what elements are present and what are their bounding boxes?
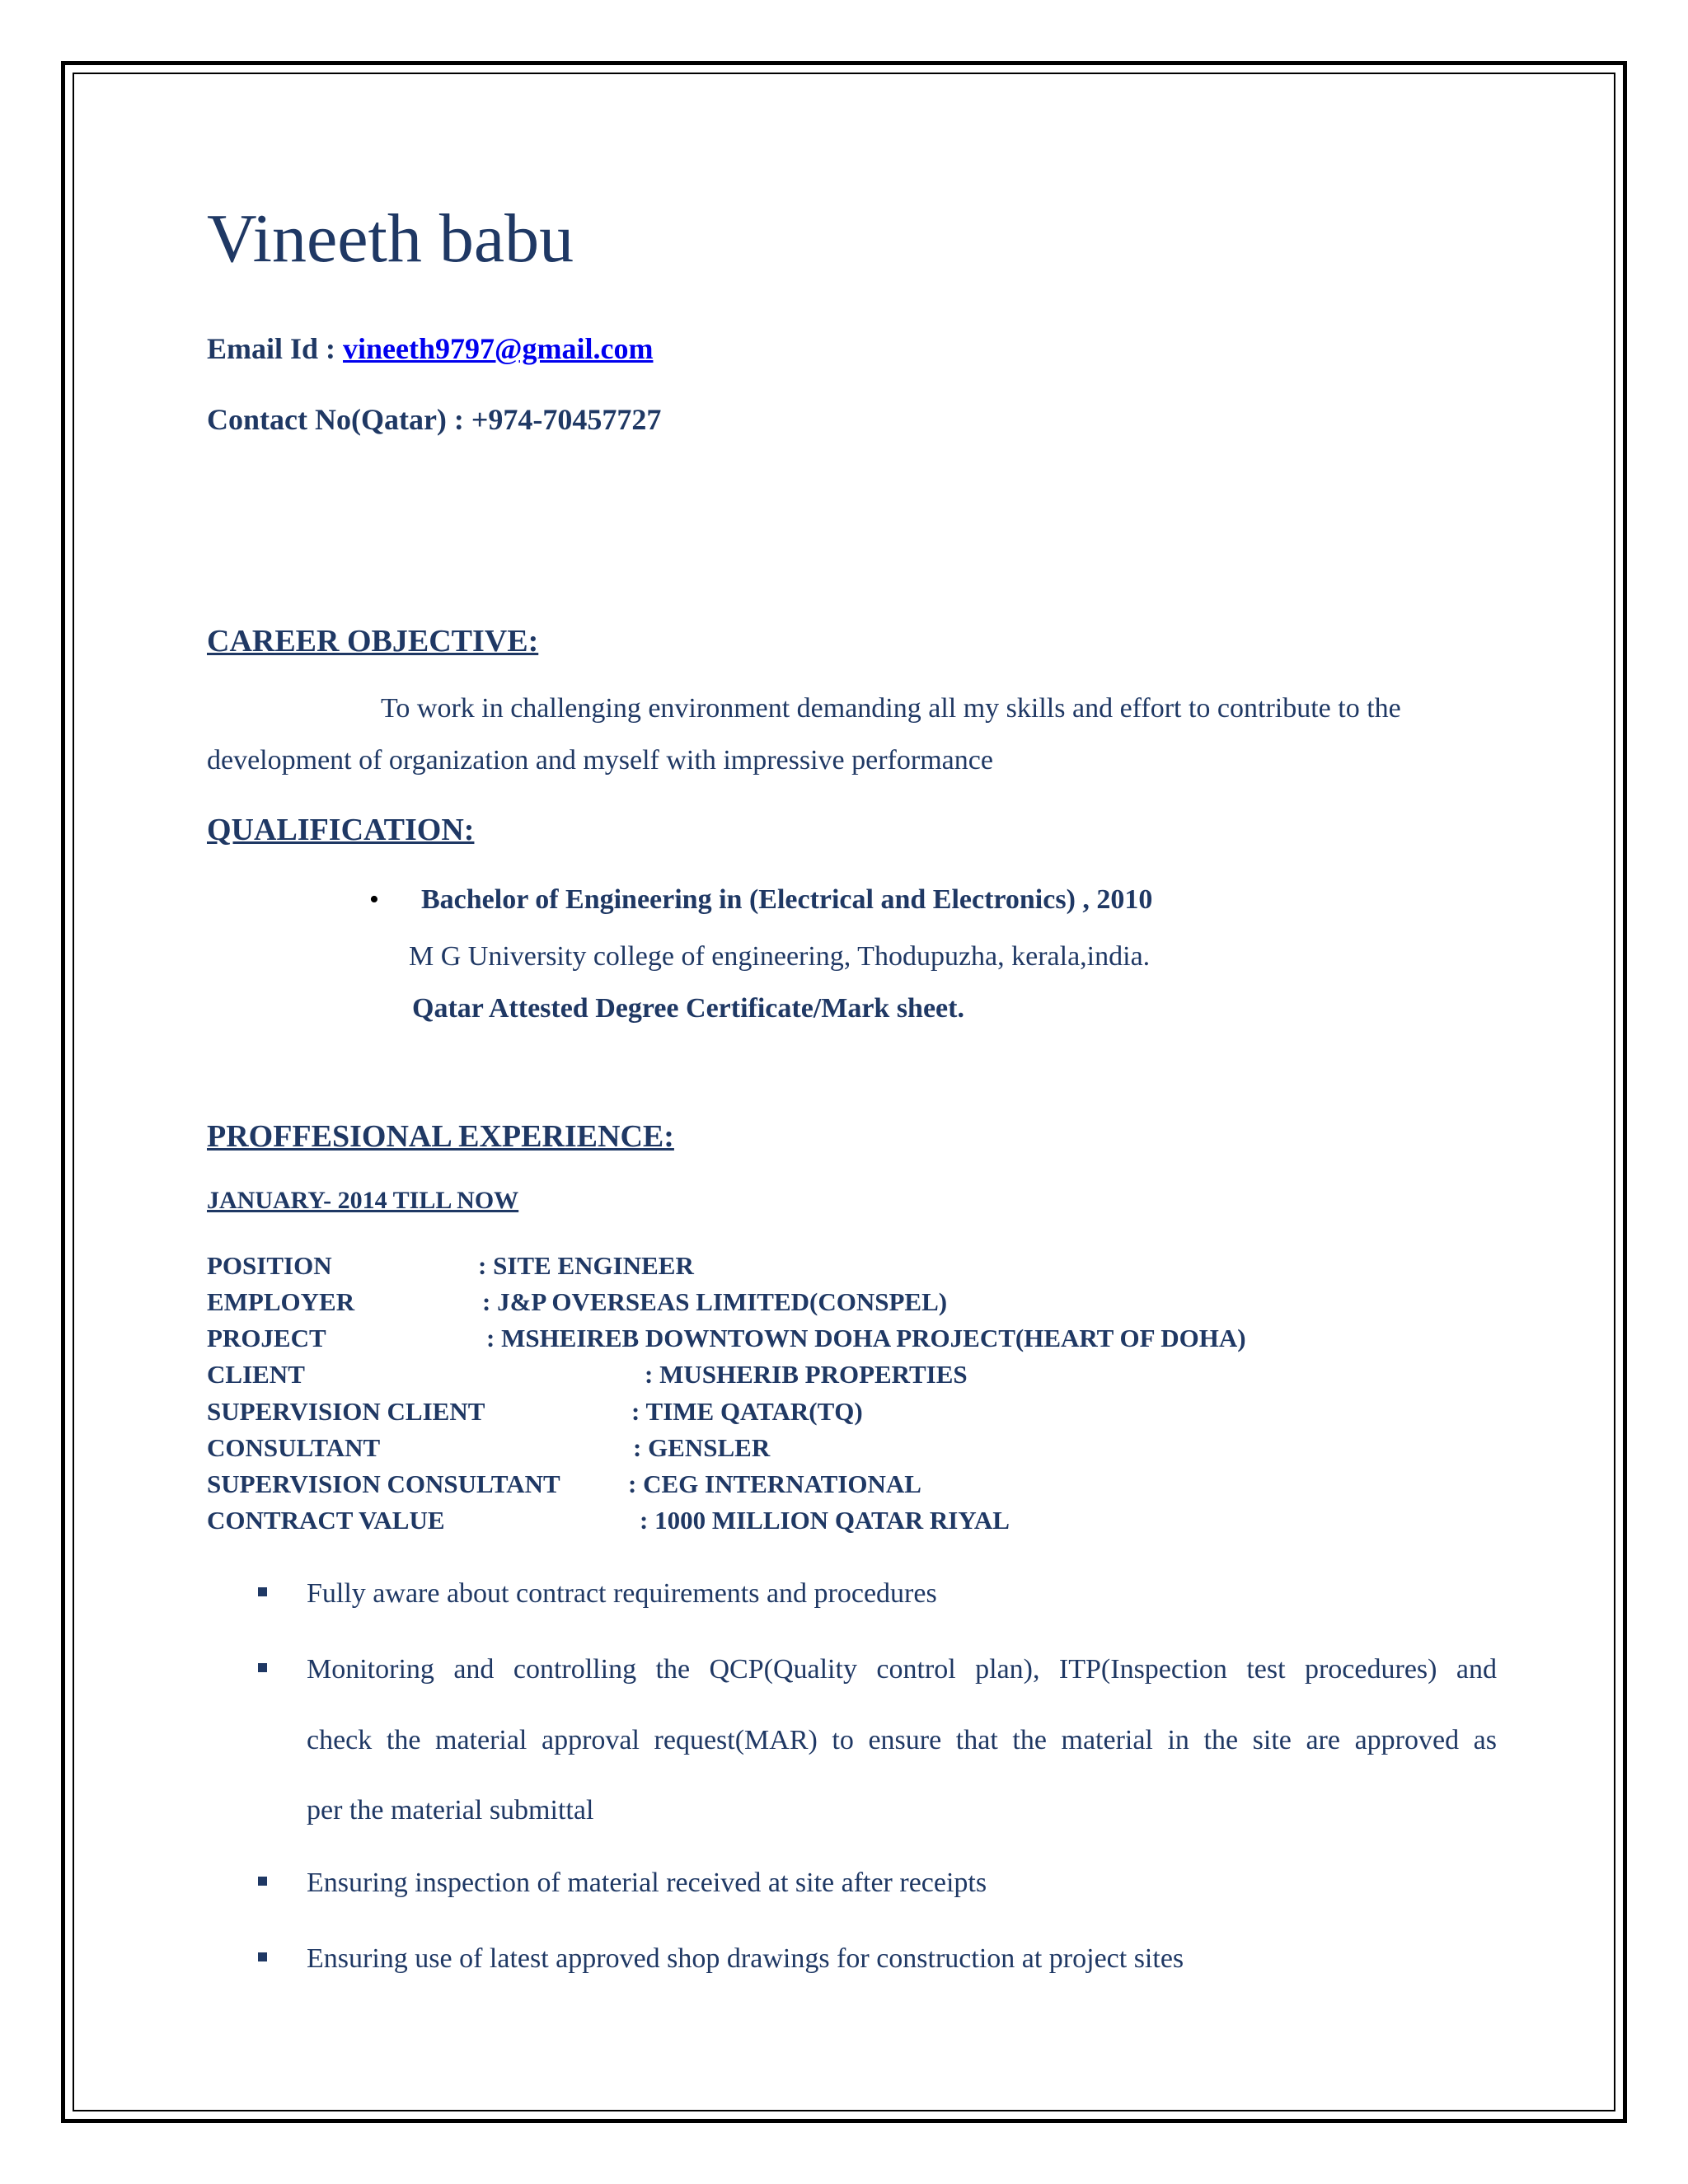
detail-label-employer: EMPLOYER <box>207 1287 355 1316</box>
qualification-heading: QUALIFICATION: <box>207 813 475 847</box>
duty-bullet-icon <box>258 1877 267 1886</box>
career-objective-line-2: development of organization and myself with impressive performance <box>207 745 993 776</box>
detail-value-client: : MUSHERIB PROPERTIES <box>645 1360 968 1389</box>
page-border-inner <box>73 73 1615 2111</box>
detail-value-contract-value: : 1000 MILLION QATAR RIYAL <box>640 1506 1010 1535</box>
duty-bullet-icon <box>258 1663 267 1672</box>
duty-bullet-icon <box>258 1587 267 1596</box>
detail-label-client: CLIENT <box>207 1360 305 1389</box>
qualification-attestation: Qatar Attested Degree Certificate/Mark sheet. <box>412 993 964 1024</box>
detail-value-project: : MSHEIREB DOWNTOWN DOHA PROJECT(HEART OF DOHA) <box>486 1324 1246 1352</box>
detail-label-supervision-consultant: SUPERVISION CONSULTANT <box>207 1469 560 1498</box>
detail-label-contract-value: CONTRACT VALUE <box>207 1506 445 1535</box>
email-row <box>207 334 653 363</box>
detail-label-consultant: CONSULTANT <box>207 1433 381 1462</box>
duty-item-1: Fully aware about contract requirements and procedures <box>307 1578 937 1609</box>
duty-item-4: Ensuring use of latest approved shop drawings for construction at project sites <box>307 1943 1184 1974</box>
detail-value-position: : SITE ENGINEER <box>478 1251 694 1280</box>
contact-label: Contact No(Qatar) : <box>207 403 471 436</box>
career-objective-heading: CAREER OBJECTIVE: <box>207 624 539 658</box>
duty-item-2-line-3: per the material submittal <box>307 1795 594 1825</box>
detail-label-supervision-client: SUPERVISION CLIENT <box>207 1397 485 1426</box>
contact-value: +974-70457727 <box>471 403 662 436</box>
duty-item-2-line-2: check the material approval request(MAR) to ensure that the material in the site are approved as <box>307 1725 1497 1755</box>
contact-row <box>207 405 661 434</box>
duty-bullet-icon <box>258 1952 267 1961</box>
experience-period: JANUARY- 2014 TILL NOW <box>207 1187 519 1214</box>
qualification-college: M G University college of engineering, Thodupuzha, kerala,india. <box>409 941 1151 972</box>
experience-heading: PROFFESIONAL EXPERIENCE: <box>207 1119 674 1154</box>
duty-item-2-line-1: Monitoring and controlling the QCP(Quality control plan), ITP(Inspection test procedures) and <box>307 1654 1497 1685</box>
detail-value-employer: : J&P OVERSEAS LIMITED(CONSPEL) <box>482 1287 948 1316</box>
detail-value-supervision-client: : TIME QATAR(TQ) <box>631 1397 863 1426</box>
detail-label-position: POSITION <box>207 1251 332 1280</box>
detail-value-consultant: : GENSLER <box>633 1433 771 1462</box>
detail-value-supervision-consultant: : CEG INTERNATIONAL <box>628 1469 921 1498</box>
email-link[interactable]: vineeth9797@gmail.com <box>343 332 654 365</box>
candidate-name: Vineeth babu <box>207 200 574 277</box>
detail-label-project: PROJECT <box>207 1324 326 1352</box>
career-objective-line-1: To work in challenging environment demanding all my skills and effort to contribute to the <box>381 693 1401 724</box>
email-label: Email Id : <box>207 332 344 365</box>
qualification-bullet: • <box>369 884 379 915</box>
qualification-degree: Bachelor of Engineering in (Electrical and Electronics) , 2010 <box>421 884 1153 915</box>
duty-item-3: Ensuring inspection of material received at site after receipts <box>307 1868 987 1898</box>
